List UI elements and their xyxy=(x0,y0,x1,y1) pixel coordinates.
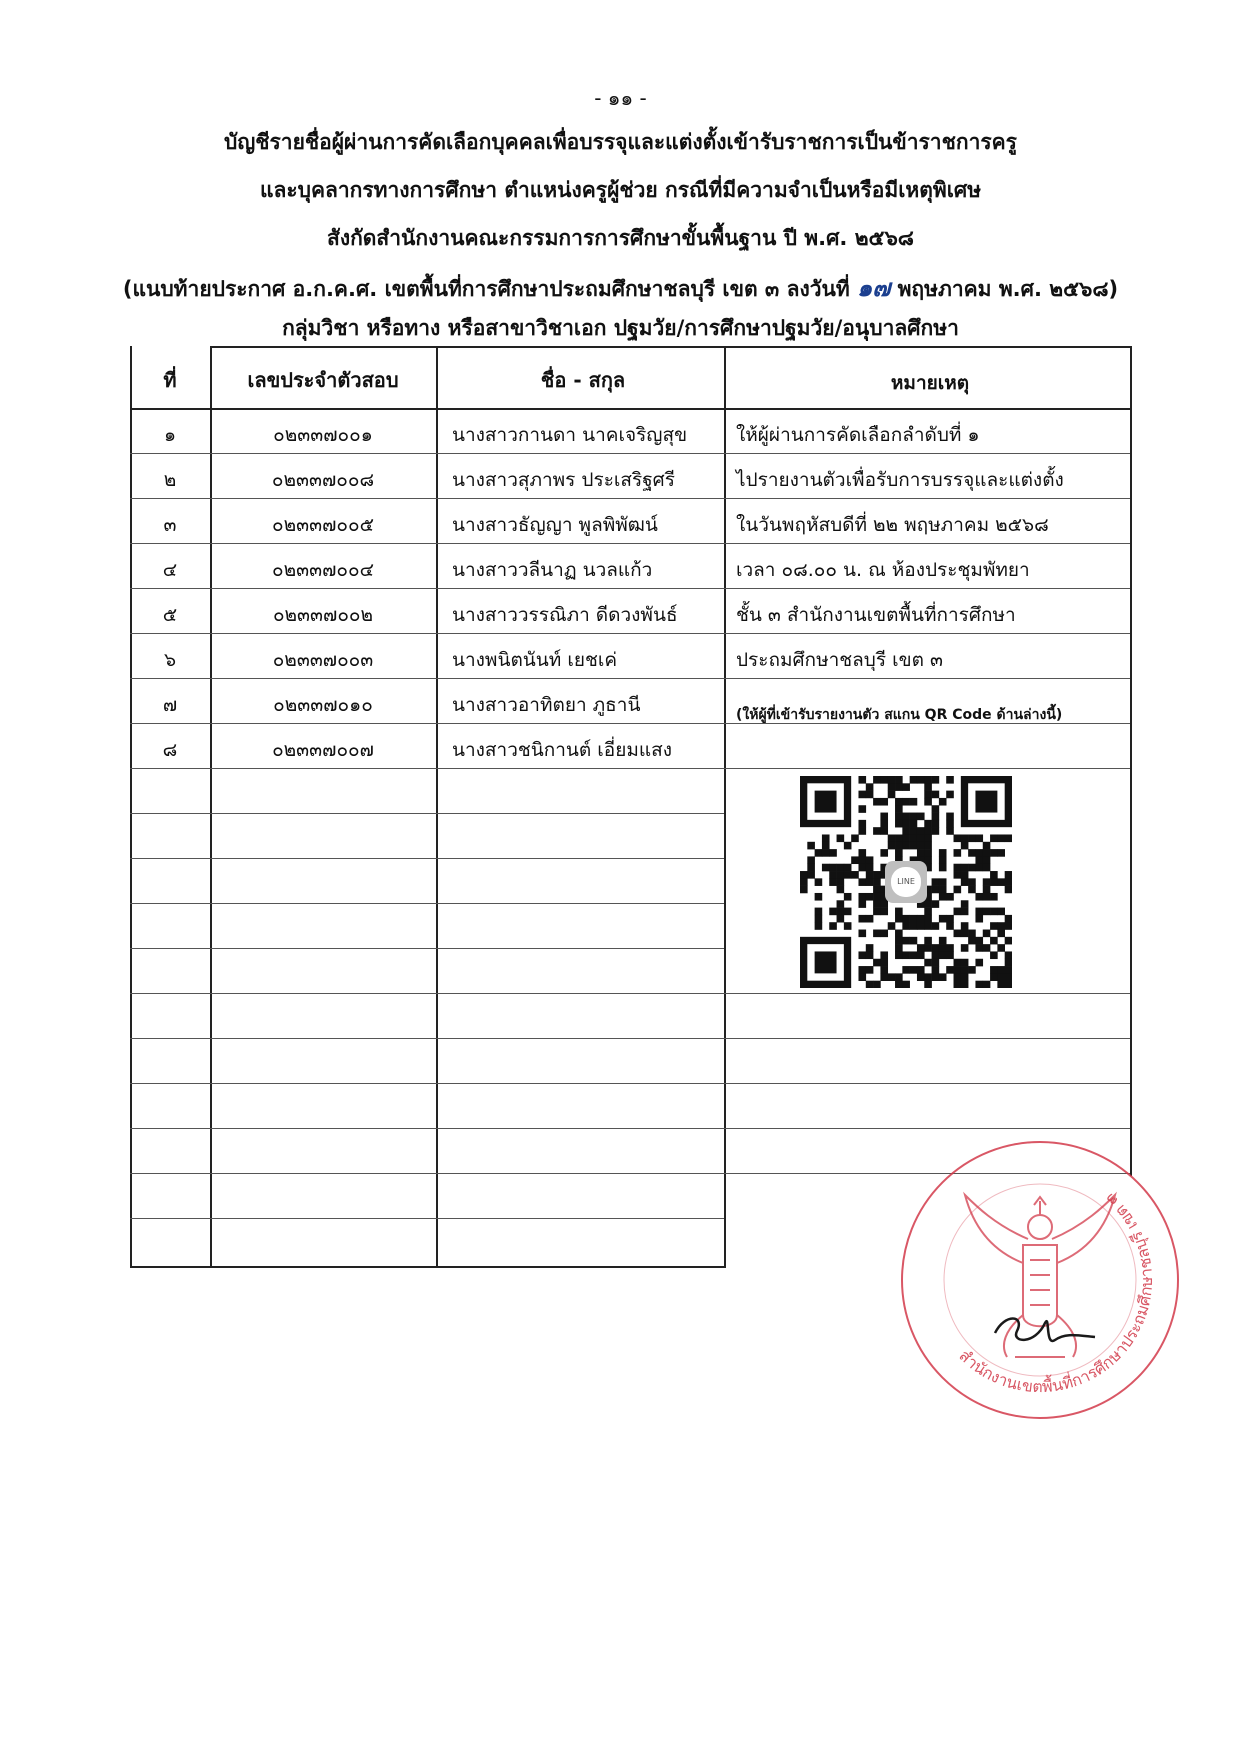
row-line xyxy=(130,768,1130,769)
row-line xyxy=(130,903,724,904)
title-line-2: และบุคลากรทางการศึกษา ตำแหน่งครูผู้ช่วย กรณีที่มีความจำเป็นหรือมีเหตุพิเศษ xyxy=(259,178,982,202)
table-border-top xyxy=(210,346,1132,348)
row-5-exam-id: ๐๒๓๓๗๐๐๒ xyxy=(272,604,374,626)
title-line-4-prefix: (แนบท้ายประกาศ อ.ก.ค.ศ. เขตพื้นที่การศึกษาประถมศึกษาชลบุรี เขต ๓ ลงวันที่ xyxy=(122,277,850,301)
row-6-note: ประถมศึกษาชลบุรี เขต ๓ xyxy=(736,649,943,671)
page-number: - ๑๑ - xyxy=(594,86,647,110)
row-line xyxy=(130,498,1130,499)
seal-text: สำนักงานเขตพื้นที่การศึกษาประถมศึกษาชลบุรี เขต ๓ xyxy=(955,1189,1157,1397)
row-line xyxy=(130,858,724,859)
row-7-name: นางสาวอาทิตยา ภูธานี xyxy=(452,694,641,716)
row-3-exam-id: ๐๒๓๓๗๐๐๕ xyxy=(272,514,374,536)
row-3-name: นางสาวธัญญา พูลพิพัฒน์ xyxy=(452,514,658,536)
row-line xyxy=(130,948,724,949)
line-logo-text: LINE xyxy=(891,867,921,897)
line-app-icon xyxy=(885,861,927,903)
title-line-5: กลุ่มวิชา หรือทาง หรือสาขาวิชาเอก ปฐมวัย/การศึกษาปฐมวัย/อนุบาลศึกษา xyxy=(282,316,959,340)
handwritten-day: ๑๗ xyxy=(857,274,891,302)
row-line xyxy=(130,543,1130,544)
title-line-4 xyxy=(0,268,1241,307)
row-2-name: นางสาวสุภาพร ประเสริฐศรี xyxy=(452,469,675,491)
row-4-note: เวลา ๐๘.๐๐ น. ณ ห้องประชุมพัทยา xyxy=(736,559,1030,581)
row-5-note: ชั้น ๓ สำนักงานเขตพื้นที่การศึกษา xyxy=(736,604,1016,626)
row-2-no: ๒ xyxy=(163,469,177,491)
row-8-exam-id: ๐๒๓๓๗๐๐๗ xyxy=(272,739,374,761)
row-line xyxy=(130,1083,1130,1084)
header-exam-id: เลขประจำตัวสอบ xyxy=(247,368,399,392)
row-line xyxy=(130,993,1130,994)
row-7-exam-id: ๐๒๓๓๗๐๑๐ xyxy=(273,694,373,716)
row-3-note: ในวันพฤหัสบดีที่ ๒๒ พฤษภาคม ๒๕๖๘ xyxy=(736,514,1049,536)
row-line xyxy=(130,453,1130,454)
row-1-exam-id: ๐๒๓๓๗๐๐๑ xyxy=(273,424,373,446)
row-line xyxy=(130,1218,724,1219)
row-6-exam-id: ๐๒๓๓๗๐๐๓ xyxy=(272,649,374,671)
row-3-no: ๓ xyxy=(163,514,177,536)
row-line xyxy=(130,1038,1130,1039)
table-border-bottom xyxy=(130,1266,726,1268)
row-4-exam-id: ๐๒๓๓๗๐๐๔ xyxy=(272,559,374,581)
row-7-note: (ให้ผู้ที่เข้ารับรายงานตัว สแกน QR Code ด้านล่างนี้) xyxy=(736,707,1063,723)
row-2-exam-id: ๐๒๓๓๗๐๐๘ xyxy=(271,469,375,491)
qr-code[interactable] xyxy=(800,776,1012,988)
row-line xyxy=(130,813,724,814)
title-line-1: บัญชีรายชื่อผู้ผ่านการคัดเลือกบุคคลเพื่อบรรจุและแต่งตั้งเข้ารับราชการเป็นข้าราชการครู xyxy=(224,130,1017,154)
row-2-note: ไปรายงานตัวเพื่อรับการบรรจุและแต่งตั้ง xyxy=(736,469,1064,491)
row-6-no: ๖ xyxy=(163,649,177,671)
row-5-no: ๕ xyxy=(162,604,178,626)
row-7-no: ๗ xyxy=(162,694,178,716)
row-line xyxy=(130,1128,1130,1129)
row-5-name: นางสาววรรณิภา ดีดวงพันธ์ xyxy=(452,604,678,626)
row-line xyxy=(130,588,1130,589)
row-8-no: ๘ xyxy=(162,739,178,761)
row-4-name: นางสาววลีนาฏ นวลแก้ว xyxy=(452,559,653,581)
row-6-name: นางพนิตนันท์ เยชเค่ xyxy=(452,649,618,671)
header-note: หมายเหตุ xyxy=(890,372,970,394)
svg-text:สำนักงานเขตพื้นที่การศึกษาประถ xyxy=(955,1190,1156,1396)
column-divider xyxy=(436,346,438,1268)
official-seal-icon xyxy=(895,1135,1185,1425)
title-line-4-suffix: พฤษภาคม พ.ศ. ๒๕๖๘) xyxy=(897,277,1119,301)
header-bottom-line xyxy=(130,408,1132,410)
header-no: ที่ xyxy=(163,368,177,392)
row-1-note: ให้ผู้ผ่านการคัดเลือกลำดับที่ ๑ xyxy=(736,424,980,446)
header-name: ชื่อ - สกุล xyxy=(540,368,626,392)
row-4-no: ๔ xyxy=(162,559,178,581)
row-line xyxy=(130,678,1130,679)
row-line xyxy=(130,633,1130,634)
row-8-name: นางสาวชนิกานต์ เอี่ยมแสง xyxy=(452,739,672,761)
title-line-3: สังกัดสำนักงานคณะกรรมการการศึกษาขั้นพื้นฐาน ปี พ.ศ. ๒๕๖๘ xyxy=(327,226,914,250)
row-1-name: นางสาวกานดา นาคเจริญสุข xyxy=(452,424,688,446)
row-1-no: ๑ xyxy=(163,424,177,446)
